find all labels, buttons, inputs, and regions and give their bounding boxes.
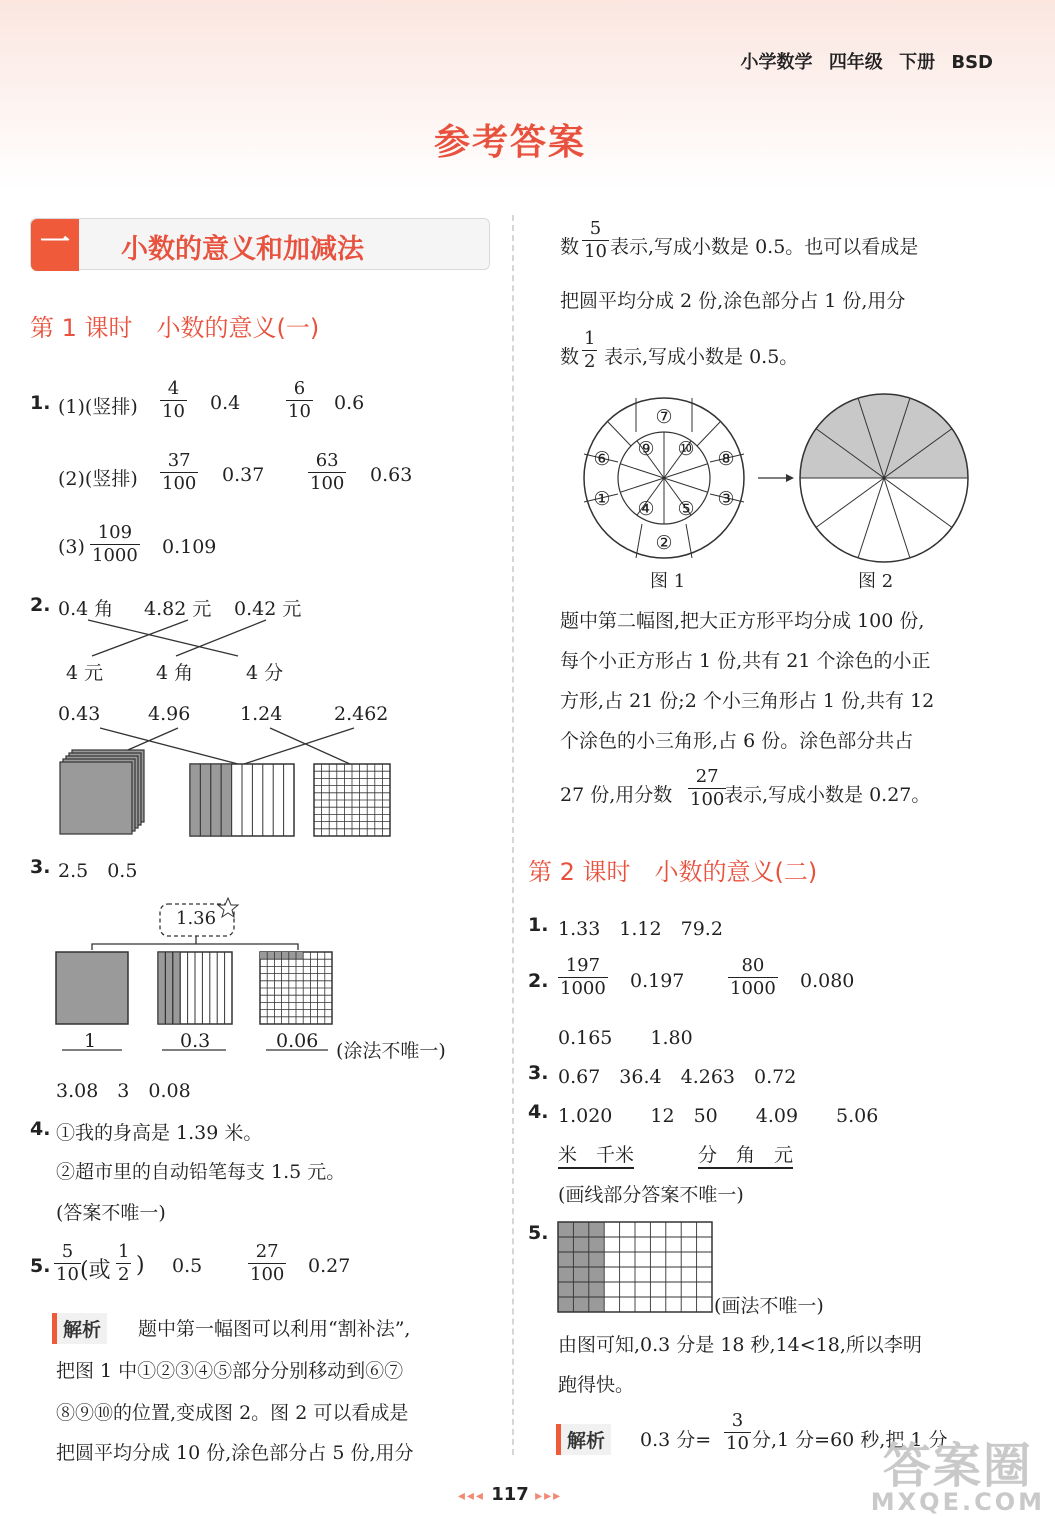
l2-q3-label: 3. [528, 1062, 549, 1084]
hundredth-shaded [282, 952, 289, 959]
q5-frac2: $\frac{1}{2}$ [118, 1241, 130, 1285]
book-series [741, 48, 993, 74]
q1-r3-frac1: $\frac{109}{1000}$ [92, 522, 138, 566]
q1-r2-frac1: $\frac{37}{100}$ [162, 450, 197, 494]
right-p4: 个涂色的小三角形,占 6 份。涂色部分共占 [560, 730, 914, 752]
column-divider [512, 215, 514, 1455]
shaded-cell [558, 1282, 573, 1297]
chapter-number: 一 [31, 219, 79, 271]
analysis-tag-1: 解析 [52, 1313, 107, 1344]
shaded-cell [558, 1252, 573, 1267]
total-brace [92, 944, 298, 950]
l2-q5-line1: 由图可知,0.3 分是 18 秒,14<18,所以李明 [558, 1334, 922, 1356]
q5-v1: 0.5 [172, 1255, 203, 1277]
right-c3-pre: 数 [560, 346, 580, 368]
strip-shaded [221, 764, 231, 836]
page-number: 117 [491, 1484, 529, 1505]
q2-bottom-3: 4 分 [246, 662, 284, 684]
l2-q2-frac2: $\frac{80}{1000}$ [730, 955, 776, 999]
q5-label: 5. [30, 1255, 51, 1277]
lesson-2-title: 第 2 课时 小数的意义(二) [528, 858, 818, 886]
shaded-cell [573, 1267, 588, 1282]
q2-top-3: 0.42 元 [234, 598, 302, 620]
arrows-left-icon: ◂◂◂ [457, 1488, 485, 1504]
tenth-shaded [173, 952, 180, 1024]
shaded-cell [558, 1222, 573, 1237]
l2-q4-answer: 1.020 12 50 4.09 5.06 [558, 1105, 879, 1127]
q4-line3: (答案不唯一) [56, 1202, 166, 1224]
q3-answer: 2.5 0.5 [58, 860, 138, 882]
l2-q2-v1: 0.197 [630, 970, 685, 992]
q3-part-3: 0.06 [276, 1030, 319, 1052]
right-c2: 把圆平均分成 2 份,涂色部分占 1 份,用分 [560, 290, 906, 312]
q5-v2: 0.27 [308, 1255, 351, 1277]
right-c3-post: 表示,写成小数是 0.5。 [604, 346, 799, 368]
analysis-tag-2: 解析 [556, 1424, 611, 1455]
right-c1-frac: $\frac{5}{10}$ [584, 218, 607, 262]
l2-q4-label: 4. [528, 1101, 549, 1123]
analysis-2-frac: $\frac{3}{10}$ [726, 1410, 749, 1454]
q1-r1-frac2: $\frac{6}{10}$ [288, 378, 311, 422]
l2-q1-label: 1. [528, 914, 549, 936]
shaded-cell [558, 1237, 573, 1252]
analysis-1-line2: 把图 1 中①②③④⑤部分分别移动到⑥⑦ [56, 1360, 404, 1382]
fig1-region-label: ⑨ [637, 438, 655, 460]
edition: BSD [951, 52, 993, 73]
q1-label: 1. [30, 392, 51, 414]
tenth-shaded [165, 952, 172, 1024]
right-p5-pre: 27 份,用分数 [560, 784, 673, 806]
shaded-cell [589, 1222, 604, 1237]
q1-r2-v1: 0.37 [222, 464, 265, 486]
q3-note: (涂法不唯一) [336, 1040, 446, 1062]
l2-q4-note: (画线部分答案不唯一) [558, 1184, 744, 1206]
q2-dec-4: 2.462 [334, 703, 389, 725]
analysis-1-line4: 把圆平均分成 10 份,涂色部分占 5 份,用分 [56, 1442, 414, 1464]
grade: 四年级 [828, 52, 883, 73]
fig1-caption: 图 1 [650, 571, 686, 592]
watermark-logo: 答案圈 MXQE.COM [870, 1438, 1045, 1516]
fig1-region-label: ⑧ [717, 448, 735, 470]
q1-r1-prefix: (1)(竖排) [58, 396, 138, 418]
l2-q5-grid [0, 0, 1, 1]
one-square [56, 952, 128, 1024]
l2-q1-answer: 1.33 1.12 79.2 [558, 918, 723, 940]
shaded-cell [589, 1252, 604, 1267]
q1-r1-frac1: $\frac{4}{10}$ [162, 378, 185, 422]
q2-dec-2: 4.96 [148, 703, 191, 725]
q4-line1: ①我的身高是 1.39 米。 [56, 1122, 263, 1144]
q3-label: 3. [30, 856, 51, 878]
fig1-region-label: ② [655, 532, 673, 554]
q3-part-2: 0.3 [180, 1030, 211, 1052]
shaded-cell [589, 1282, 604, 1297]
right-c1-post: 表示,写成小数是 0.5。也可以看成是 [610, 236, 919, 258]
l2-q2-label: 2. [528, 970, 549, 992]
q1-r2-frac2: $\frac{63}{100}$ [310, 450, 345, 494]
right-p5-frac: $\frac{27}{100}$ [690, 766, 725, 810]
analysis-2-pre: 0.3 分= [640, 1429, 712, 1451]
hundredth-shaded [260, 952, 267, 959]
q2-bottom-2: 4 角 [156, 662, 194, 684]
strip-shaded [200, 764, 210, 836]
q4-label: 4. [30, 1118, 51, 1140]
hundredth-shaded [289, 952, 296, 959]
term: 下册 [899, 52, 936, 73]
page-number-footer [0, 1484, 1020, 1505]
q5-or-close: ) [136, 1253, 145, 1278]
q2-top-2: 4.82 元 [144, 598, 212, 620]
arrow-icon [786, 474, 794, 482]
shaded-cell [589, 1237, 604, 1252]
fig2-caption: 图 2 [858, 571, 894, 592]
fig2-shaded-half [800, 394, 968, 478]
q3-part-1: 1 [84, 1030, 97, 1052]
shaded-cell [589, 1297, 604, 1312]
q5-frac1: $\frac{5}{10}$ [56, 1241, 79, 1285]
strip-shaded [190, 764, 200, 836]
subject: 小学数学 [740, 52, 813, 73]
analysis-2-post: 分,1 分=60 秒,把 1 分 [752, 1429, 948, 1451]
l2-q5-note: (画法不唯一) [714, 1295, 824, 1317]
l2-q4-units-2: 分 角 元 [698, 1140, 793, 1169]
q3-line2: 3.08 3 0.08 [56, 1080, 191, 1102]
star-icon [218, 898, 238, 917]
right-p2: 每个小正方形占 1 份,共有 21 个涂色的小正 [560, 650, 931, 672]
right-c1-pre: 数 [560, 236, 580, 258]
shaded-cell [573, 1222, 588, 1237]
q1-r1-v1: 0.4 [210, 392, 241, 414]
shaded-cell [573, 1237, 588, 1252]
q1-r1-v2: 0.6 [334, 392, 365, 414]
fig2-spoke [816, 478, 884, 527]
l2-q3-answer: 0.67 36.4 4.263 0.72 [558, 1066, 797, 1088]
q1-r2-v2: 0.63 [370, 464, 413, 486]
fig1-region-label: ⑦ [655, 406, 673, 428]
fig2-spoke [884, 478, 952, 527]
right-p1: 题中第二幅图,把大正方形平均分成 100 份, [560, 610, 925, 632]
q5-frac3: $\frac{27}{100}$ [250, 1241, 285, 1285]
hundredth-shaded [296, 952, 303, 959]
q1-r2-prefix: (2)(竖排) [58, 468, 138, 490]
tenth-shaded [158, 952, 165, 1024]
fig1-region-label: ① [593, 488, 611, 510]
q5-or-open: (或 [80, 1258, 111, 1283]
strip-shaded [211, 764, 221, 836]
fig1-region-label: ⑩ [677, 438, 695, 460]
l2-q2-line2: 0.165 1.80 [558, 1027, 693, 1049]
q2-dec-3: 1.24 [240, 703, 283, 725]
right-p5-post: 表示,写成小数是 0.27。 [724, 784, 931, 806]
q4-line2: ②超市里的自动铅笔每支 1.5 元。 [56, 1161, 346, 1183]
shaded-cell [558, 1297, 573, 1312]
right-p3: 方形,占 21 份;2 个小三角形占 1 份,共有 12 [560, 690, 935, 712]
q2-label: 2. [30, 594, 51, 616]
page-title: 参考答案 [433, 122, 586, 163]
shaded-cell [589, 1267, 604, 1282]
analysis-1-line1: 题中第一幅图可以利用“割补法”, [138, 1318, 411, 1340]
lesson-1-title: 第 1 课时 小数的意义(一) [30, 314, 320, 342]
fig1-region-label: ⑥ [593, 448, 611, 470]
hundredth-shaded [274, 952, 281, 959]
shaded-cell [573, 1252, 588, 1267]
fig2-spoke [858, 478, 884, 558]
chapter-banner [30, 218, 490, 270]
fig1-region-label: ④ [637, 498, 655, 520]
l2-q4-units-1: 米 千米 [558, 1140, 634, 1169]
analysis-1-line3: ⑧⑨⑩的位置,变成图 2。图 2 可以看成是 [56, 1402, 409, 1424]
l2-q5-line2: 跑得快。 [558, 1374, 635, 1396]
hundredth-shaded [267, 952, 274, 959]
chapter-title: 小数的意义和加减法 [121, 234, 364, 265]
shaded-cell [573, 1297, 588, 1312]
q1-r3-v1: 0.109 [162, 536, 217, 558]
l2-q5-label: 5. [528, 1222, 549, 1244]
q2-top-1: 0.4 角 [58, 598, 114, 620]
arrows-right-icon: ▸▸▸ [535, 1488, 563, 1504]
l2-q2-frac1: $\frac{197}{1000}$ [560, 955, 606, 999]
shaded-cell [558, 1267, 573, 1282]
l2-q2-v2: 0.080 [800, 970, 855, 992]
q2-bottom-1: 4 元 [66, 662, 104, 684]
q3-total: 1.36 [176, 908, 217, 929]
fig1-region-label: ⑤ [677, 498, 695, 520]
stacked-square [60, 762, 132, 834]
right-c3-frac: $\frac{1}{2}$ [584, 328, 596, 372]
fig2-spoke [884, 478, 910, 558]
q1-r3-prefix: (3) [58, 536, 85, 558]
fig1-region-label: ③ [717, 488, 735, 510]
shaded-cell [573, 1282, 588, 1297]
q2-dec-1: 0.43 [58, 703, 101, 725]
